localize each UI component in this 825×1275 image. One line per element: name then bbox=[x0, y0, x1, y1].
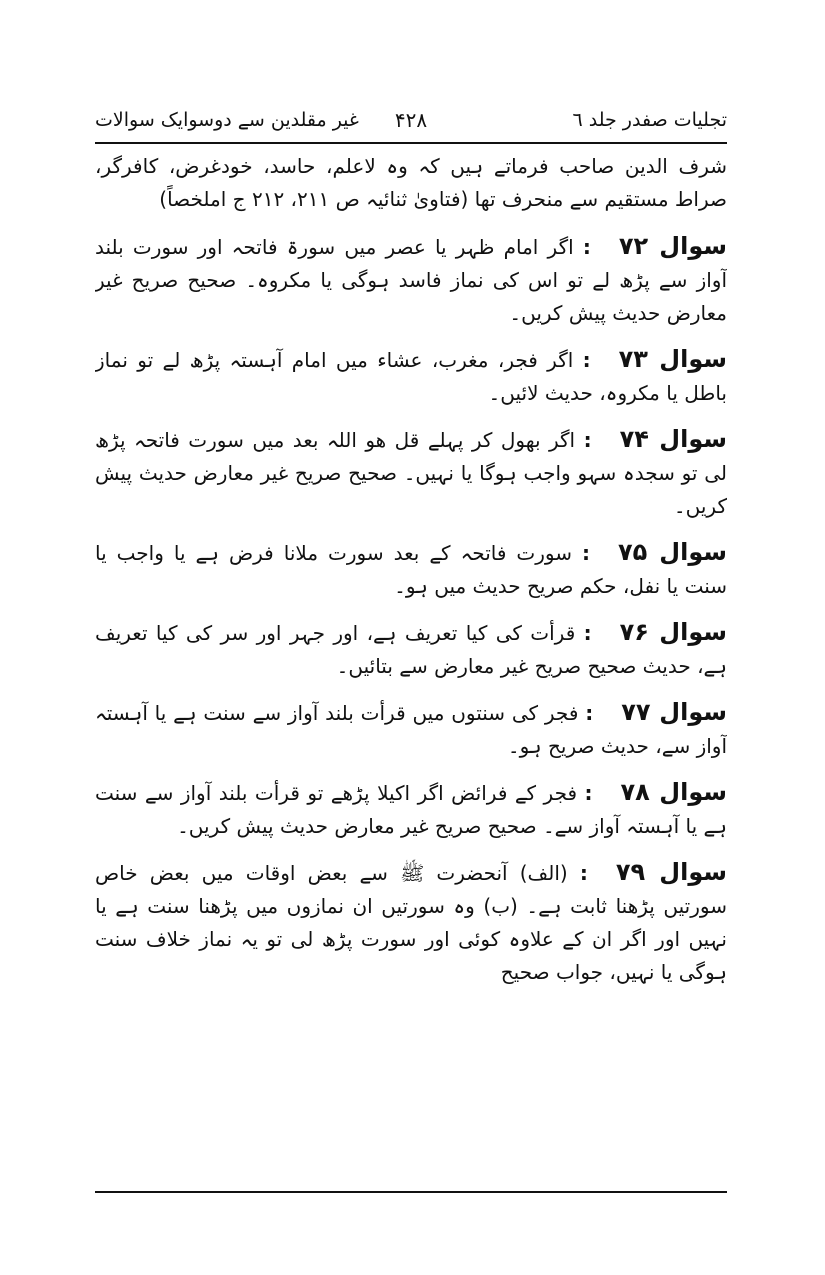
header-rule bbox=[95, 142, 727, 144]
question-text: قرأت کی کیا تعریف ہے، اور جہر اور سر کی کیا تعریف ہے، حدیث صحیح صریح غیر معارض سے بتائیں۔ bbox=[95, 621, 727, 678]
question-colon: : bbox=[583, 428, 592, 452]
question-text: اگر فجر، مغرب، عشاء میں امام آہستہ پڑھ لے تو نماز باطل یا مکروہ، حدیث لائیں۔ bbox=[95, 348, 727, 405]
question-colon: : bbox=[579, 861, 588, 885]
question-text: سورت فاتحہ کے بعد سورت ملانا فرض ہے یا واجب یا سنت یا نفل، حکم صریح حدیث میں ہو۔ bbox=[95, 541, 727, 598]
question-text: (الف) آنحضرت ﷺ سے بعض اوقات میں بعض خاص سورتیں پڑھنا ثابت ہے۔ (ب) وہ سورتیں ان نمازوں میں پڑھنا سنت ہے یا نہیں اور اگر ان کے علاوہ کوئی اور سورت پڑھ لی تو یہ نماز خلاف سنت ہوگی یا نہیں، جواب صحیح bbox=[95, 861, 727, 984]
question-label: سوال ۷۵ bbox=[618, 538, 727, 566]
page-body bbox=[95, 150, 727, 1180]
question-76 bbox=[95, 616, 727, 683]
question-colon: : bbox=[582, 235, 591, 259]
question-74 bbox=[95, 423, 727, 523]
question-label: سوال ۷۸ bbox=[620, 778, 727, 806]
question-75 bbox=[95, 536, 727, 603]
footer-rule bbox=[95, 1191, 727, 1193]
intro-paragraph: شرف الدین صاحب فرماتے ہیں کہ وہ لاعلم، حاسد، خودغرض، کافرگر، صراط مستقیم سے منحرف تھا (فتاویٰ ثنائیہ ص ۲۱۱، ۲۱۲ ج املخصاً) bbox=[95, 154, 727, 211]
question-label: سوال ۷۷ bbox=[621, 698, 727, 726]
question-colon: : bbox=[584, 781, 593, 805]
question-73 bbox=[95, 343, 727, 410]
question-79 bbox=[95, 856, 727, 989]
question-label: سوال ۷۶ bbox=[619, 618, 727, 646]
question-colon: : bbox=[582, 348, 591, 372]
question-colon: : bbox=[585, 701, 594, 725]
question-text: فجر کی سنتوں میں قرأت بلند آواز سے سنت ہے یا آہستہ آواز سے، حدیث صریح ہو۔ bbox=[95, 701, 727, 758]
running-header bbox=[95, 102, 727, 138]
page-number: ۴۲۸ bbox=[394, 108, 428, 132]
question-text: اگر امام ظہر یا عصر میں سورۃ فاتحہ اور سورت بلند آواز سے پڑھ لے تو اس کی نماز فاسد ہوگی یا مکروہ۔ صحیح صریح غیر معارض حدیث پیش کریں۔ bbox=[95, 235, 727, 325]
question-label: سوال ۷۹ bbox=[615, 858, 727, 886]
question-77 bbox=[95, 696, 727, 763]
question-label: سوال ۷۴ bbox=[619, 425, 727, 453]
question-text: اگر بھول کر پہلے قل ھو اللہ بعد میں سورت فاتحہ پڑھ لی تو سجدہ سہو واجب ہوگا یا نہیں۔ صحیح صریح غیر معارض حدیث پیش کریں۔ bbox=[95, 428, 727, 518]
question-label: سوال ۷۳ bbox=[618, 345, 727, 373]
question-label: سوال ۷۲ bbox=[618, 232, 727, 260]
book-title: تجلیات صفدر جلد ٦ bbox=[572, 109, 727, 131]
question-72 bbox=[95, 230, 727, 330]
question-colon: : bbox=[583, 621, 592, 645]
section-title: غیر مقلدین سے دوسوایک سوالات bbox=[95, 109, 359, 131]
question-colon: : bbox=[582, 541, 590, 565]
question-78 bbox=[95, 776, 727, 843]
question-text: فجر کے فرائض اگر اکیلا پڑھے تو قرأت بلند آواز سے سنت ہے یا آہستہ آواز سے۔ صحیح صریح غیر معارض حدیث پیش کریں۔ bbox=[95, 781, 727, 838]
